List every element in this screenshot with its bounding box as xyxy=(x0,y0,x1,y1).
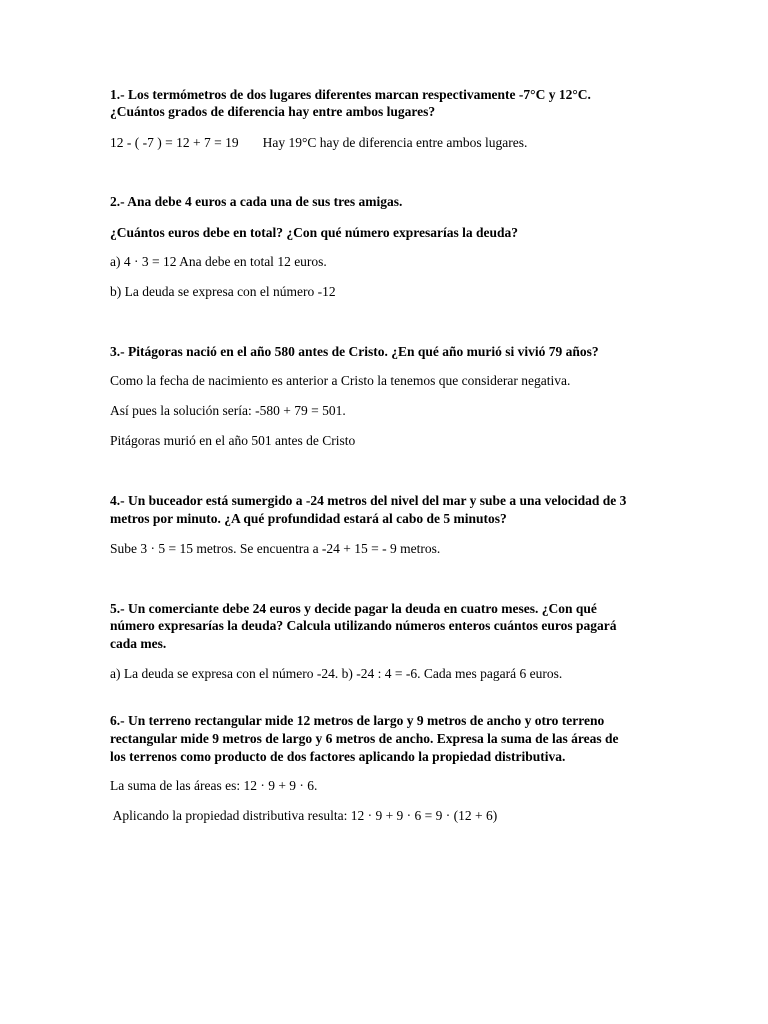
problem-6-question-line-1: 6.- Un terreno rectangular mide 12 metros de largo y 9 metros de ancho y otro terreno xyxy=(110,713,605,728)
problem-2-answer-b: b) La deuda se expresa con el número -12 xyxy=(110,284,336,299)
problem-2-question-line-1: 2.- Ana debe 4 euros a cada una de sus tres amigas. xyxy=(110,194,403,209)
problem-6-answer-1: La suma de las áreas es: 12 · 9 + 9 · 6. xyxy=(110,778,318,793)
problem-3-answer-1: Como la fecha de nacimiento es anterior a Cristo la tenemos que considerar negativa. xyxy=(110,373,571,388)
problem-1-answer-text: Hay 19°C hay de diferencia entre ambos lugares. xyxy=(262,135,528,150)
problem-5-question-line-1: 5.- Un comerciante debe 24 euros y decide pagar la deuda en cuatro meses. ¿Con qué xyxy=(110,601,597,616)
problem-6-question-line-2: rectangular mide 9 metros de largo y 6 metros de ancho. Expresa la suma de las áreas de xyxy=(110,731,619,746)
problem-1-answer-calc: 12 - ( -7 ) = 12 + 7 = 19 xyxy=(110,135,239,150)
problem-1-answer xyxy=(110,134,660,152)
problem-3-answer-3: Pitágoras murió en el año 501 antes de Cristo xyxy=(110,433,356,448)
problem-1-question-line-2: ¿Cuántos grados de diferencia hay entre ambos lugares? xyxy=(110,104,436,119)
problem-6-answer-2: Aplicando la propiedad distributiva resulta: 12 · 9 + 9 · 6 = 9 · (12 + 6) xyxy=(110,808,498,823)
problem-4-answer: Sube 3 · 5 = 15 metros. Se encuentra a -24 + 15 = - 9 metros. xyxy=(110,541,441,556)
problem-4-question-line-2: metros por minuto. ¿A qué profundidad estará al cabo de 5 minutos? xyxy=(110,511,507,526)
problem-5-question-line-3: cada mes. xyxy=(110,636,167,651)
problem-2-answer-a: a) 4 · 3 = 12 Ana debe en total 12 euros. xyxy=(110,254,327,269)
problem-3-answer-2: Así pues la solución sería: -580 + 79 = 501. xyxy=(110,403,346,418)
problem-1-question-line-1: 1.- Los termómetros de dos lugares diferentes marcan respectivamente -7°C y 12°C. xyxy=(110,87,591,102)
problem-4-question-line-1: 4.- Un buceador está sumergido a -24 metros del nivel del mar y sube a una velocidad de 3 xyxy=(110,493,627,508)
problem-6-question-line-3: los terrenos como producto de dos factores aplicando la propiedad distributiva. xyxy=(110,749,566,764)
problem-5-answer: a) La deuda se expresa con el número -24. b) -24 : 4 = -6. Cada mes pagará 6 euros. xyxy=(110,666,563,681)
problem-2-question-line-2: ¿Cuántos euros debe en total? ¿Con qué número expresarías la deuda? xyxy=(110,225,519,240)
problem-5-question-line-2: número expresarías la deuda? Calcula utilizando números enteros cuántos euros pagará xyxy=(110,618,617,633)
problem-3-question-line-1: 3.- Pitágoras nació en el año 580 antes de Cristo. ¿En qué año murió si vivió 79 años? xyxy=(110,344,599,359)
